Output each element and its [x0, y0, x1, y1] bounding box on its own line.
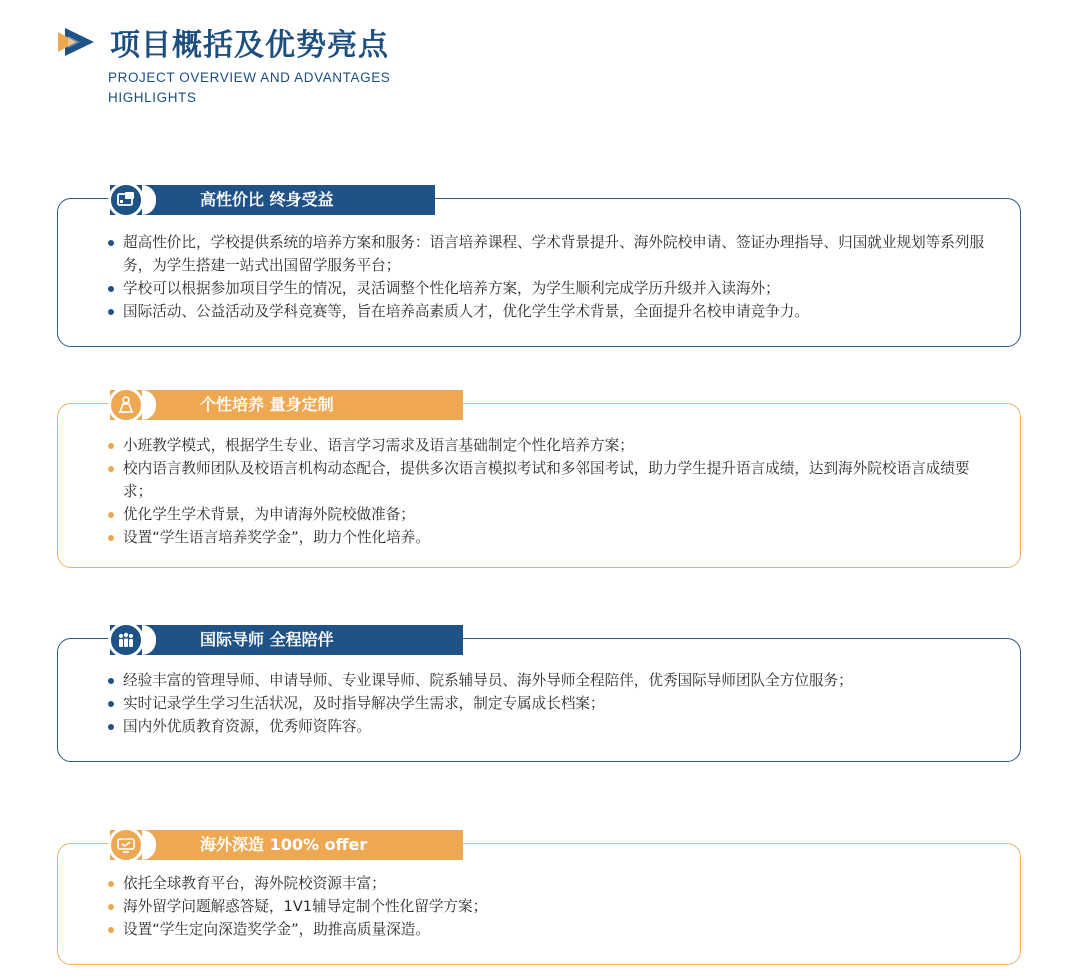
section-ribbon: [110, 625, 463, 655]
page-subtitle: PROJECT OVERVIEW AND ADVANTAGES HIGHLIGHTS: [108, 70, 391, 105]
page-title: 项目概括及优势亮点: [110, 28, 389, 63]
section-card-mentor: [57, 630, 1021, 762]
list-item: 优化学生学术背景，为申请海外院校做准备；: [108, 503, 986, 526]
list-item: 校内语言教师团队及校语言机构动态配合，提供多次语言模拟考试和多邻国考试，助力学生提升语言成绩，达到海外院校语言成绩要求；: [108, 457, 986, 503]
list-item: 经验丰富的管理导师、申请导师、专业课导师、院系辅导员、海外导师全程陪伴，优秀国际导师团队全方位服务；: [108, 669, 986, 692]
section-list: [108, 231, 986, 323]
section-title: 高性价比 终身受益: [200, 190, 334, 209]
student-icon: [108, 387, 144, 423]
section-list: [108, 434, 986, 549]
classroom-icon: [108, 182, 144, 218]
screen-icon: [108, 827, 144, 863]
section-card-offer: [57, 835, 1021, 965]
section-ribbon: [110, 390, 463, 420]
section-card-value: [57, 190, 1021, 347]
section-list: [108, 669, 986, 738]
list-item: 超高性价比，学校提供系统的培养方案和服务：语言培养课程、学术背景提升、海外院校申请、签证办理指导、归国就业规划等系列服务，为学生搭建一站式出国留学服务平台；: [108, 231, 986, 277]
list-item: 海外留学问题解惑答疑，1V1辅导定制个性化留学方案；: [108, 895, 986, 918]
list-item: 设置“学生定向深造奖学金”，助推高质量深造。: [108, 918, 986, 941]
list-item: 实时记录学生学习生活状况，及时指导解决学生需求，制定专属成长档案；: [108, 692, 986, 715]
section-title: 国际导师 全程陪伴: [200, 630, 334, 649]
section-list: [108, 872, 986, 941]
list-item: 国际活动、公益活动及学科竞赛等，旨在培养高素质人才，优化学生学术背景，全面提升名校申请竞争力。: [108, 300, 986, 323]
list-item: 学校可以根据参加项目学生的情况，灵活调整个性化培养方案，为学生顺利完成学历升级并入读海外；: [108, 277, 986, 300]
section-title: 个性培养 量身定制: [200, 395, 334, 414]
list-item: 小班教学模式，根据学生专业、语言学习需求及语言基础制定个性化培养方案；: [108, 434, 986, 457]
list-item: 设置“学生语言培养奖学金”，助力个性化培养。: [108, 526, 986, 549]
section-card-personalized: [57, 395, 1021, 568]
section-ribbon: [110, 185, 435, 215]
play-arrow-logo-icon: [56, 24, 96, 60]
list-item: 国内外优质教育资源，优秀师资阵容。: [108, 715, 986, 738]
list-item: 依托全球教育平台，海外院校资源丰富；: [108, 872, 986, 895]
section-title: 海外深造 100% offer: [200, 835, 368, 854]
section-ribbon: [110, 830, 463, 860]
team-icon: [108, 622, 144, 658]
